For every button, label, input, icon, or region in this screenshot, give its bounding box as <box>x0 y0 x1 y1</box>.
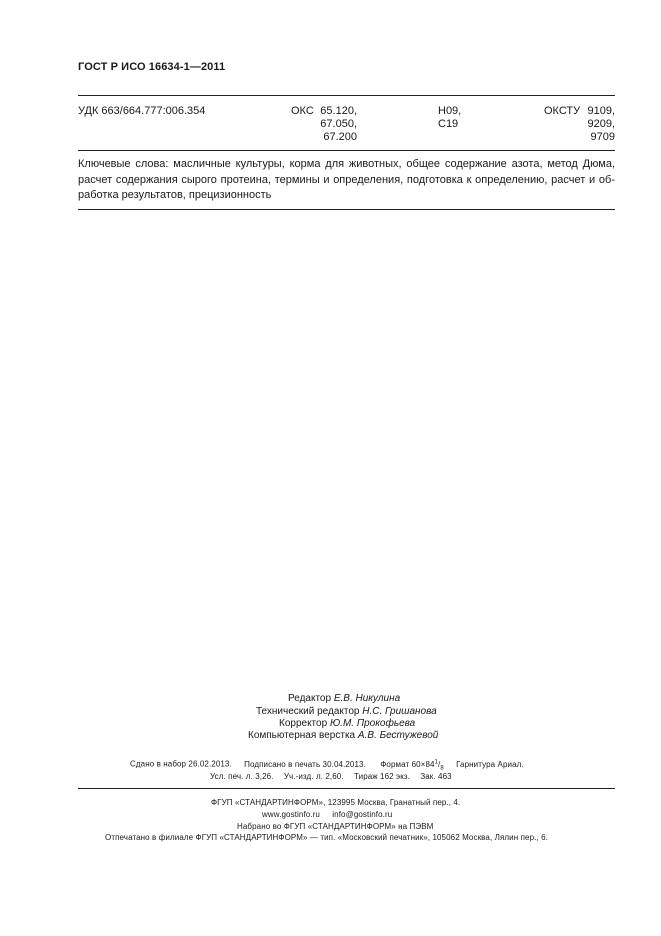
order-number: Зак. 463 <box>420 772 452 781</box>
corrector-label: Корректор <box>279 718 328 729</box>
layout-name: А.В. Бестужевой <box>357 730 439 741</box>
standard-number: ГОСТ Р ИСО 16634-1—2011 <box>78 61 226 73</box>
publisher-contacts <box>262 810 392 819</box>
publisher-email: info@gostinfo.ru <box>332 810 393 819</box>
typeface: Гарнитура Ариал. <box>456 759 524 769</box>
udk-code: УДК 663/664.777:006.354 <box>78 105 206 117</box>
format-label: Формат 60×84 <box>380 759 435 769</box>
print-sheets: Усл. печ. л. 3,26. <box>210 772 274 781</box>
credit-editor <box>288 692 400 705</box>
printed-note: Отпечатано в филиале ФГУП «СТАНДАРТИНФОРМ» — тип. «Московский печатник», 105062 Москва, Лялин пер., 6. <box>105 833 548 842</box>
print-run: Тираж 162 экз. <box>353 772 410 781</box>
signed-date: Подписано в печать 30.04.2013. <box>244 759 366 769</box>
format: Формат $60\times 84^1/_8$ <box>380 759 444 772</box>
okstu-value-1: 9109, <box>587 105 615 117</box>
tech-editor-label: Технический редактор <box>256 706 360 717</box>
format-numerator: 1 <box>434 759 438 765</box>
oks-value-2: 67.050, <box>320 118 357 130</box>
submitted-date: Сдано в набор 26.02.2013. <box>130 759 232 769</box>
credit-layout <box>248 729 438 742</box>
oks-value-1: 65.120, <box>320 105 357 117</box>
publisher-website: www.gostinfo.ru <box>262 810 320 819</box>
oks-label: ОКС <box>291 105 314 117</box>
editor-name: Е.В. Никулина <box>333 693 401 704</box>
keywords-line-3: работка результатов, прецизионность <box>78 189 272 201</box>
code-value-2: С19 <box>438 118 459 130</box>
publishing-sheets: Уч.-изд. л. 2,60. <box>283 772 344 781</box>
okstu-label: ОКСТУ <box>544 105 581 117</box>
print-info-line-2 <box>210 772 452 781</box>
keywords-divider <box>78 209 615 210</box>
typeset-note: Набрано во ФГУП «СТАНДАРТИНФОРМ» на ПЭВМ <box>237 822 434 831</box>
okstu-value-3: 9709 <box>590 131 615 143</box>
keywords-line-2: расчет содержания сырого протеина, термины и определения, подготовка к определению, расчет и об- <box>78 173 615 186</box>
publisher-address: ФГУП «СТАНДАРТИНФОРМ», 123995 Москва, Гранатный пер., 4. <box>211 798 461 807</box>
editor-label: Редактор <box>288 693 332 704</box>
classification-divider <box>78 150 615 151</box>
keywords-line-1: Ключевые слова: масличные культуры, корма для животных, общее содержание азота, метод Дюма, <box>78 158 615 170</box>
oks-value-3: 67.200 <box>323 131 357 143</box>
keywords-paragraph <box>78 157 615 204</box>
format-denominator: 8 <box>440 765 444 772</box>
footer-divider <box>78 788 615 789</box>
okstu-value-2: 9209, <box>587 118 615 130</box>
print-info-line-1 <box>130 759 524 771</box>
top-divider <box>78 95 615 96</box>
corrector-name: Ю.М. Прокофьева <box>329 718 416 729</box>
tech-editor-name: Н.С. Гришанова <box>362 706 437 717</box>
layout-label: Компьютерная верстка <box>248 730 356 741</box>
code-value-1: Н09, <box>438 105 462 117</box>
